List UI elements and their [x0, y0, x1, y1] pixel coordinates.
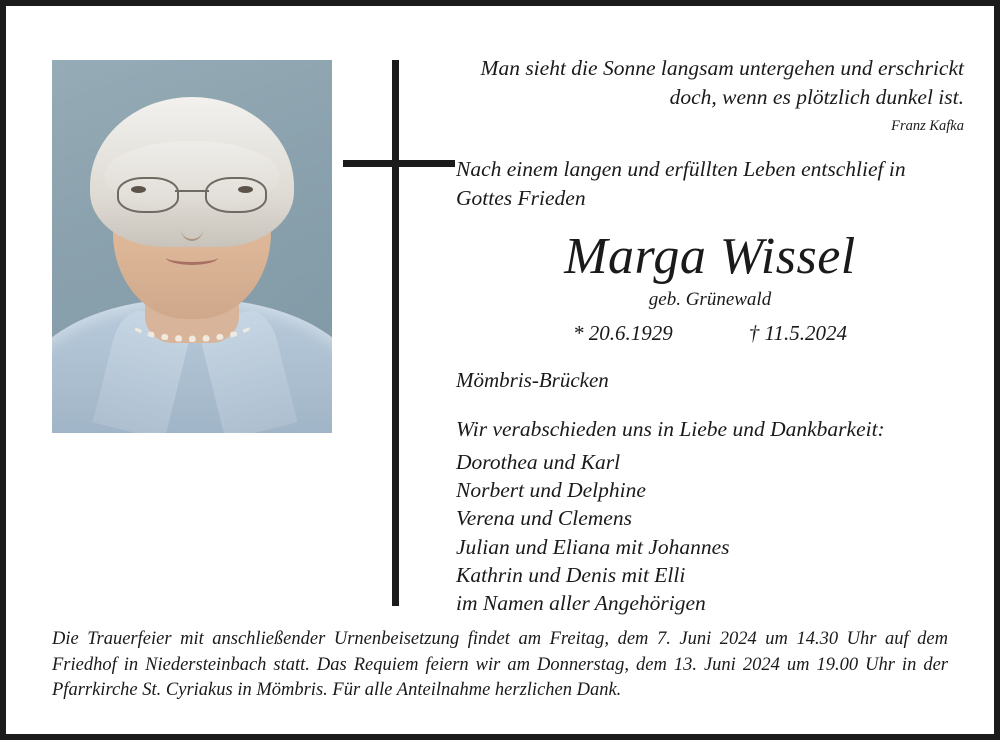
death-date: † 11.5.2024 [748, 321, 847, 346]
list-item: im Namen aller Angehörigen [456, 591, 706, 616]
funeral-details: Die Trauerfeier mit anschließender Urnenbeisetzung findet am Freitag, dem 7. Juni 2024 um 14.30 Uhr auf dem Friedhof in Niedersteinbach statt. Das Requiem feiern wir am Donnerstag, dem 13. Juni 2024 um 19.00 Uhr in der Pfarrkirche St. Cyriakus in Mömbris. Für alle Anteilnahme herzlichen Dank. [52, 629, 948, 701]
glasses-icon [117, 177, 267, 211]
glasses-bridge [175, 190, 209, 192]
list-item: Verena und Clemens [456, 506, 632, 531]
list-item: Dorothea und Karl [456, 449, 621, 474]
list-item: Kathrin und Denis mit Elli [456, 563, 686, 588]
portrait-nose [181, 217, 203, 241]
obituary-text-column [456, 54, 964, 618]
farewell-text: Wir verabschieden uns in Liebe und Dankbarkeit: [456, 417, 885, 442]
list-item: Norbert und Delphine [456, 477, 646, 502]
cross-icon [343, 60, 455, 606]
memorial-quote: Man sieht die Sonne langsam untergehen und erschrickt doch, wenn es plötzlich dunkel ist. [480, 56, 964, 110]
life-dates [456, 321, 964, 346]
quote-author: Franz Kafka [891, 118, 964, 135]
list-item: Julian und Eliana mit Johannes [456, 534, 730, 559]
birth-date: * 20.6.1929 [573, 321, 673, 346]
glasses-lens-left [117, 177, 179, 213]
place-of-residence: Mömbris-Brücken [456, 368, 609, 393]
cross-horizontal-bar [343, 160, 455, 167]
lead-text: Nach einem langen und erfüllten Leben entschlief in Gottes Frieden [456, 157, 906, 211]
portrait-photo [52, 60, 332, 433]
deceased-name: Marga Wissel [564, 228, 856, 286]
glasses-lens-right [205, 177, 267, 213]
cross-vertical-bar [392, 60, 399, 606]
maiden-name: geb. Grünewald [648, 289, 772, 311]
relatives-list [456, 448, 964, 618]
obituary-inner [6, 6, 994, 734]
portrait-background [52, 60, 332, 433]
